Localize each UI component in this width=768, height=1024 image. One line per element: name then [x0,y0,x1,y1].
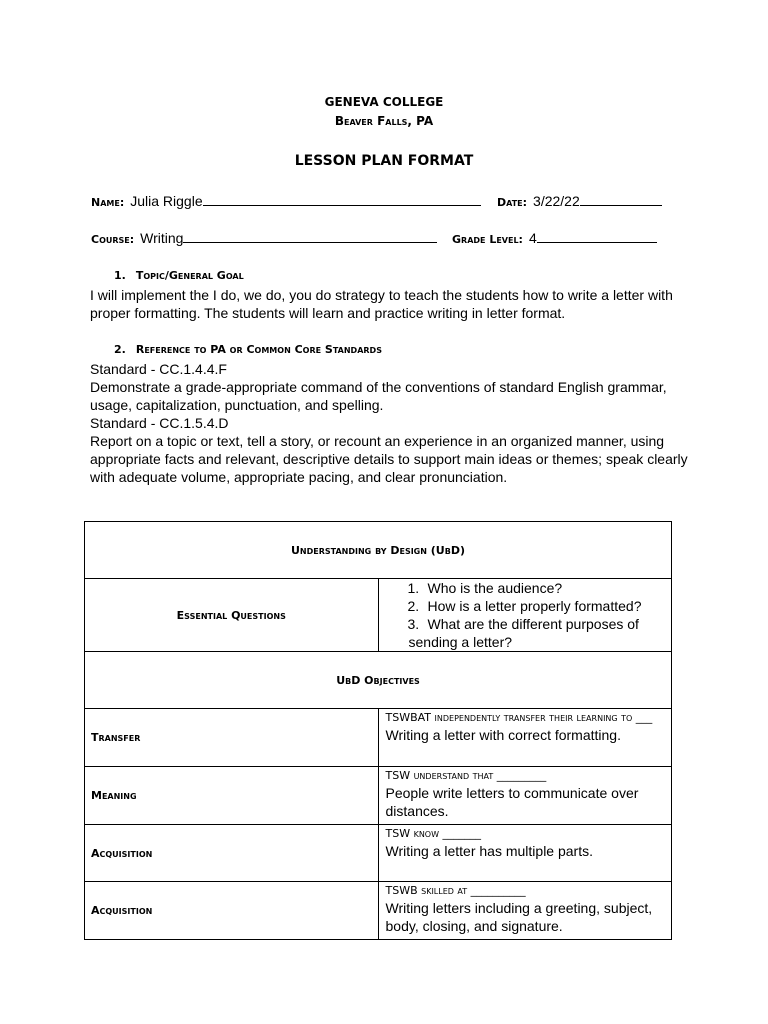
question-number: 3. [407,616,420,632]
essential-questions-list [386,579,672,651]
objective-answer: Writing a letter with correct formatting. [385,727,621,743]
standard-2-text: Report on a topic or text, tell a story, or recount an experience in an organized manner, using appropriate facts and relevant, descriptive details to support main ideas or themes; speak clearly with adequate volume, appropriate pacing, and clear pronunciation. [90,433,688,485]
date-underline [580,193,662,206]
objective-row-acquisition-know [85,825,672,882]
question-text: What are the different purposes of sending a letter? [408,616,639,650]
section-1-number: 1. [114,269,126,282]
section-1-body [90,286,690,322]
objective-cell [378,825,672,882]
course-label: Course: [91,233,135,246]
objectives-title-row [85,652,672,709]
essential-questions-cell [378,579,672,652]
grade-label: Grade Level: [452,233,523,246]
objective-cell [378,767,672,825]
grade-value: 4 [528,230,537,246]
objective-label: Transfer [85,709,379,767]
college-name: GENEVA COLLEGE [324,95,444,109]
question-item [386,579,672,597]
objective-row-transfer [85,709,672,767]
objective-row-meaning [85,767,672,825]
objective-prompt: TSW understand that _________ [385,769,547,782]
name-row [91,193,481,209]
ubd-table [84,521,672,940]
section-2-body [90,360,690,486]
objective-cell [378,709,672,767]
objective-label: Acquisition [85,882,379,940]
question-item [386,615,672,651]
essential-questions-label: Essential Questions [85,579,379,652]
form-title: LESSON PLAN FORMAT [294,153,474,169]
objective-label: Acquisition [85,825,379,882]
objective-answer: People write letters to communicate over distances. [385,785,639,819]
essential-questions-row [85,579,672,652]
date-value: 3/22/22 [533,193,580,209]
section-1-title: Topic/General Goal [135,269,244,282]
grade-underline [537,230,657,243]
standard-1-text: Demonstrate a grade-appropriate command of the conventions of standard English grammar, usage, capitalization, punctuation, and spelling. [90,379,667,413]
objective-prompt: TSWB skilled at __________ [385,884,526,897]
name-underline [203,193,481,206]
objective-answer: Writing letters including a greeting, subject, body, closing, and signature. [385,900,653,934]
objectives-title: UbD Objectives [85,652,672,709]
section-2-title: Reference to PA or Common Core Standards [135,343,382,356]
objective-row-acquisition-skill [85,882,672,940]
course-underline [183,230,437,243]
course-row [91,230,437,246]
objective-prompt: TSWBAT independently transfer their learning to ___ [385,711,653,724]
college-location: Beaver Falls, PA [334,114,434,128]
section-2-heading [114,343,382,356]
section-1-text: I will implement the I do, we do, you do strategy to teach the students how to write a letter with proper formatting. The students will learn and practice writing in letter format. [90,287,673,321]
ubd-title: Understanding by Design (UbD) [85,522,672,579]
question-item [386,597,672,615]
section-1-heading [114,269,244,282]
course-value: Writing [140,230,184,246]
question-text: How is a letter properly formatted? [427,598,642,614]
date-label: Date: [497,196,528,209]
grade-row [452,230,657,246]
objective-prompt: TSW know _______ [385,827,482,840]
standard-2-code: Standard - CC.1.5.4.D [90,415,229,431]
date-row [497,193,662,209]
objective-label: Meaning [85,767,379,825]
objective-answer: Writing a letter has multiple parts. [385,843,593,859]
question-text: Who is the audience? [427,580,563,596]
section-2-number: 2. [114,343,126,356]
name-value: Julia Riggle [130,193,203,209]
ubd-title-row [85,522,672,579]
question-number: 2. [407,598,420,614]
question-number: 1. [407,580,420,596]
objective-cell [378,882,672,940]
name-label: Name: [91,196,125,209]
standard-1-code: Standard - CC.1.4.4.F [90,361,227,377]
